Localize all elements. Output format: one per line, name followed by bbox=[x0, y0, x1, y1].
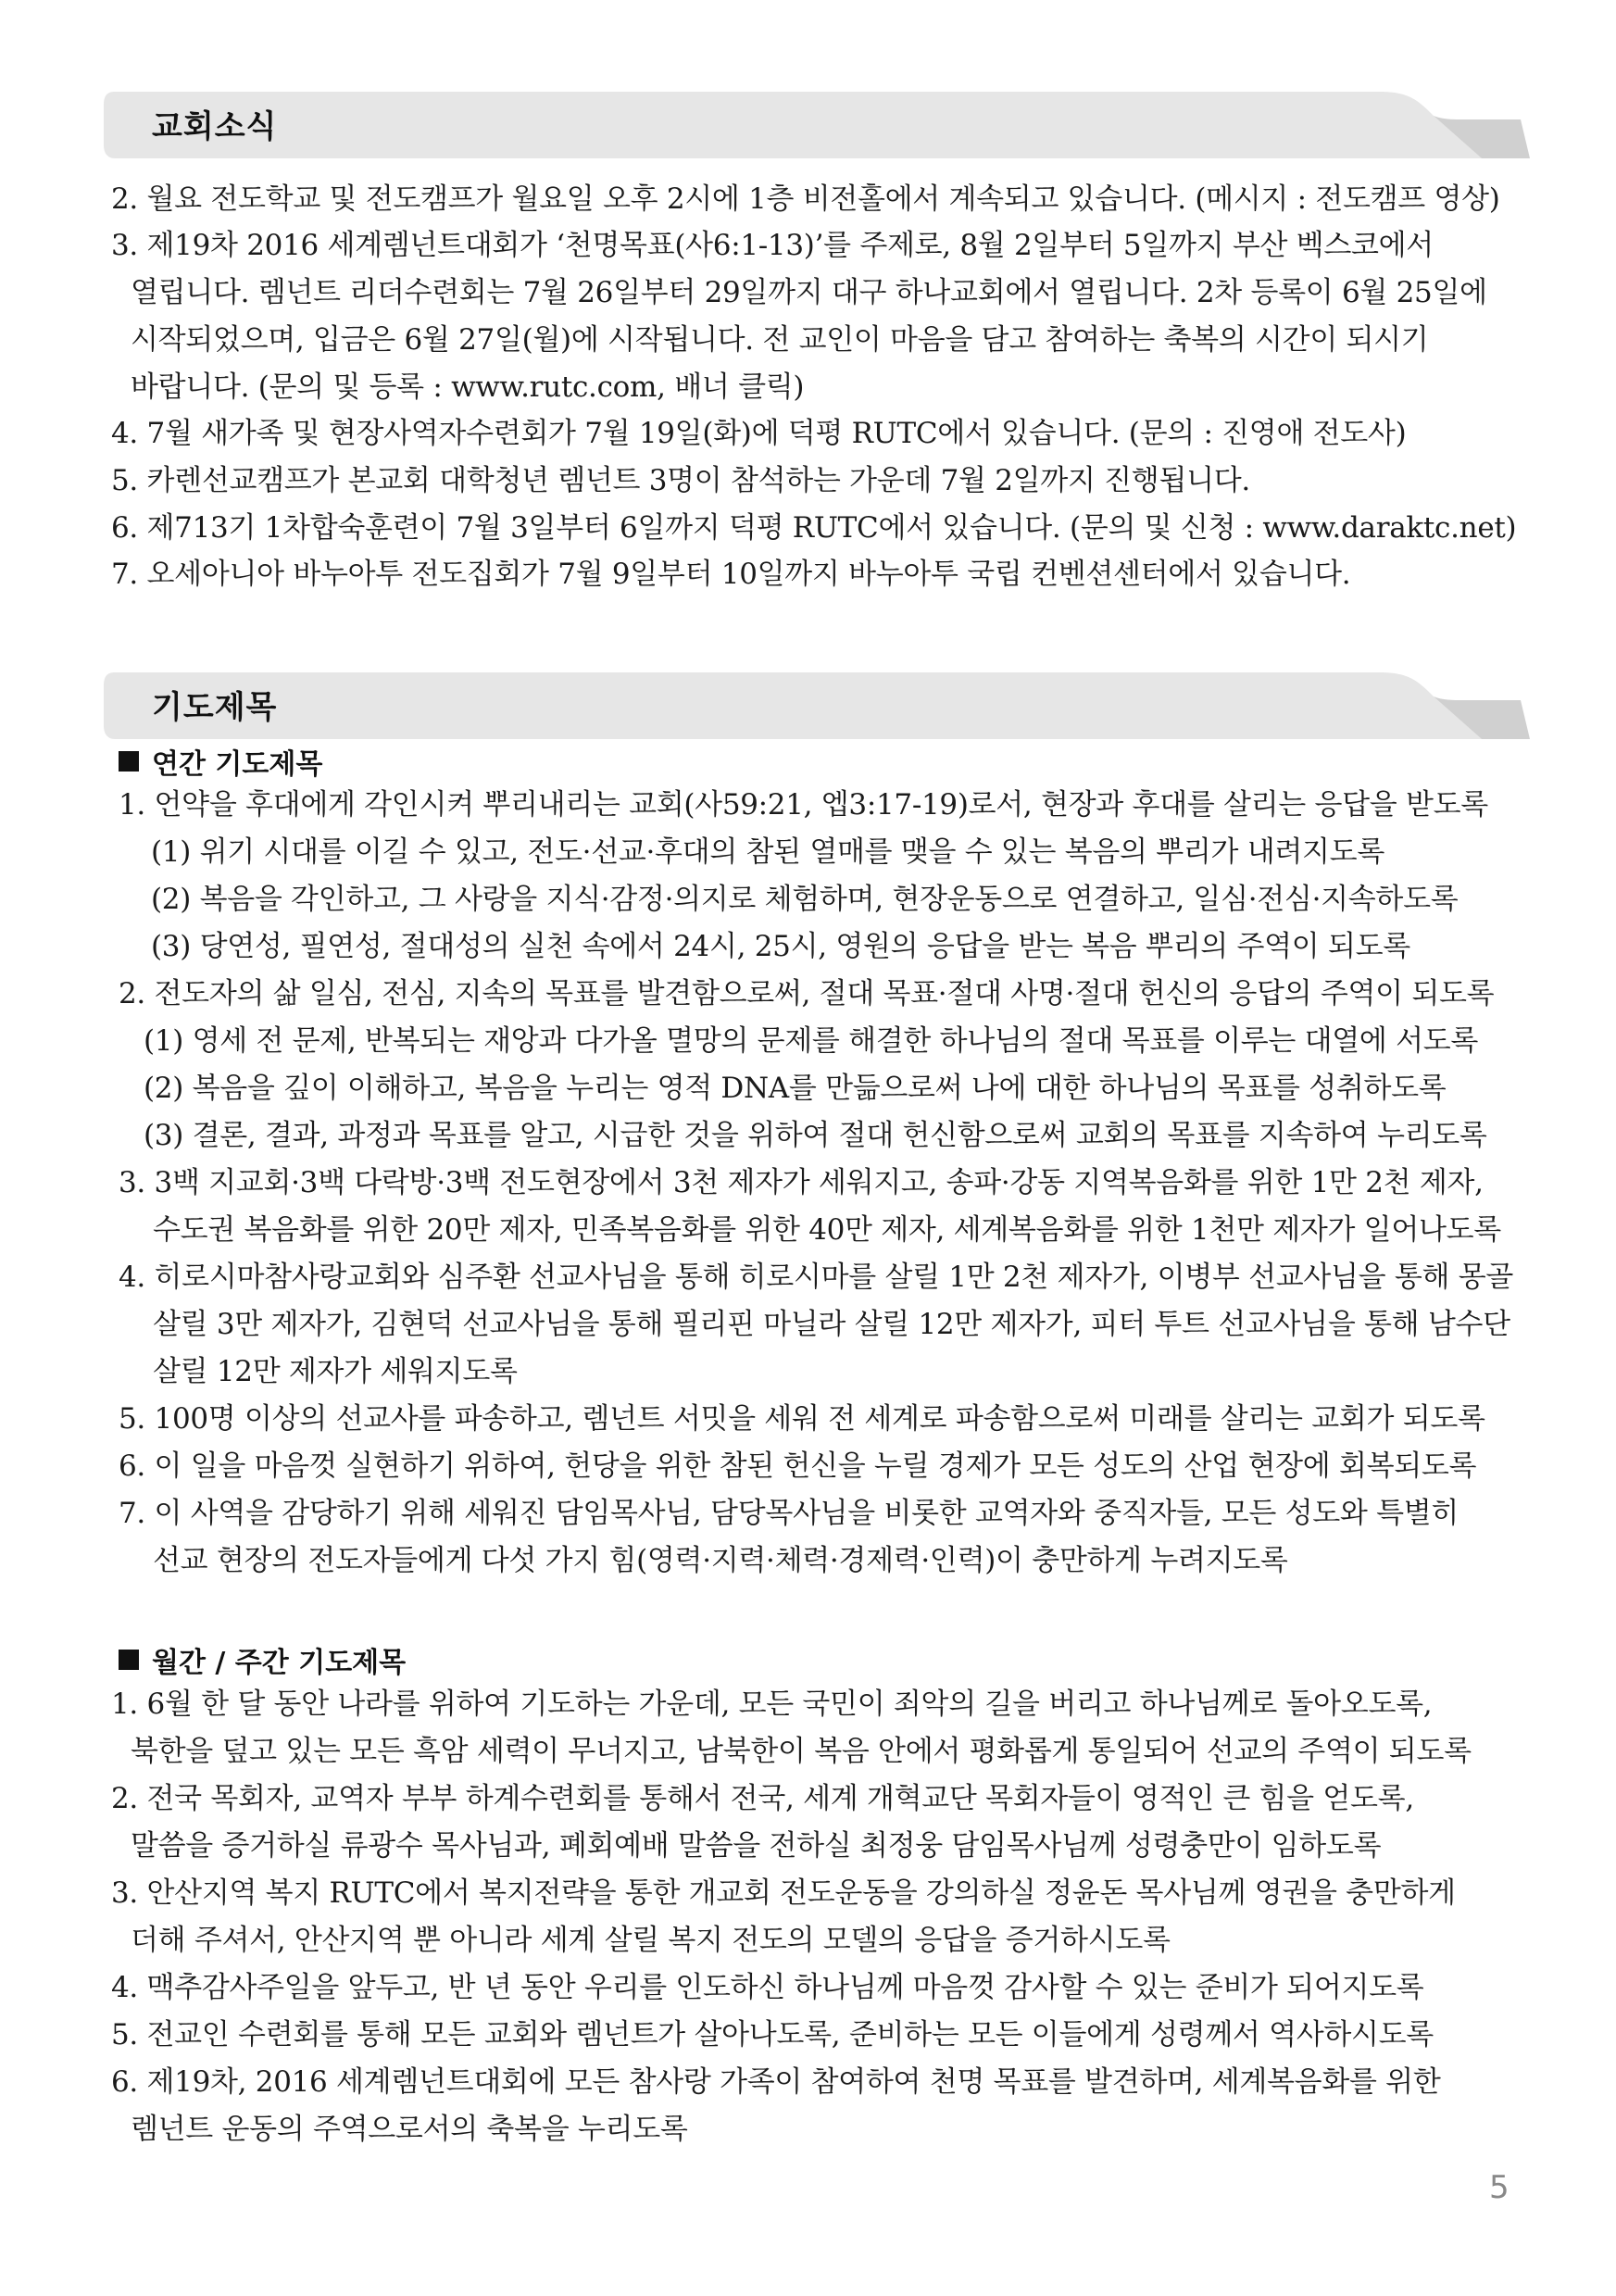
section-title: 기도제목 bbox=[152, 689, 278, 726]
list-item: 6. 제713기 1차합숙훈련이 7월 3일부터 6일까지 덕평 RUTC에서 있습니다. (문의 및 신청 : www.daraktc.net) bbox=[111, 511, 1517, 545]
square-bullet-icon bbox=[119, 751, 139, 772]
list-item: (2) 복음을 각인하고, 그 사랑을 지식·감정·의지로 체험하며, 현장운동으로 연결하고, 일심·전심·지속하도록 bbox=[151, 883, 1459, 916]
list-item: 북한을 덮고 있는 모든 흑암 세력이 무너지고, 남북한이 복음 안에서 평화롭게 통일되어 선교의 주역이 되도록 bbox=[131, 1735, 1472, 1768]
list-item: 2. 월요 전도학교 및 전도캠프가 월요일 오후 2시에 1층 비전홀에서 계속되고 있습니다. (메시지 : 전도캠프 영상) bbox=[111, 182, 1500, 216]
list-item: (1) 영세 전 문제, 반복되는 재앙과 다가올 멸망의 문제를 해결한 하나님의 절대 목표를 이루는 대열에 서도록 bbox=[144, 1024, 1479, 1058]
list-item: (2) 복음을 깊이 이해하고, 복음을 누리는 영적 DNA를 만듦으로써 나에 대한 하나님의 목표를 성취하도록 bbox=[144, 1072, 1447, 1105]
list-item: 살릴 3만 제자가, 김현덕 선교사님을 통해 필리핀 마닐라 살릴 12만 제자가, 피터 투트 선교사님을 통해 남수단 bbox=[153, 1308, 1510, 1341]
list-item: 선교 현장의 전도자들에게 다섯 가지 힘(영력·지력·체력·경제력·인력)이 충만하게 누려지도록 bbox=[153, 1544, 1288, 1577]
list-item: 바랍니다. (문의 및 등록 : www.rutc.com, 배너 클릭) bbox=[131, 370, 805, 404]
list-item: 4. 히로시마참사랑교회와 심주환 선교사님을 통해 히로시마를 살릴 1만 2천 제자가, 이병부 선교사님을 통해 몽골 bbox=[119, 1261, 1514, 1294]
sub-heading-label: 월간 / 주간 기도제목 bbox=[152, 1647, 407, 1679]
list-item: 1. 언약을 후대에게 각인시켜 뿌리내리는 교회(사59:21, 엡3:17-19)로서, 현장과 후대를 살리는 응답을 받도록 bbox=[119, 788, 1488, 822]
list-item: 살릴 12만 제자가 세워지도록 bbox=[153, 1355, 518, 1388]
section-header-prayer-topics bbox=[104, 669, 1530, 739]
section-header-tab-shape bbox=[104, 88, 1530, 158]
list-item: 2. 전국 목회자, 교역자 부부 하계수련회를 통해서 전국, 세계 개혁교단 목회자들이 영적인 큰 힘을 얻도록, bbox=[111, 1782, 1414, 1815]
monthly-prayer-heading bbox=[119, 1639, 406, 1680]
list-item: 4. 7월 새가족 및 현장사역자수련회가 7월 19일(화)에 덕평 RUTC에서 있습니다. (문의 : 진영애 전도사) bbox=[111, 417, 1407, 450]
list-item: 7. 이 사역을 감당하기 위해 세워진 담임목사님, 담당목사님을 비롯한 교역자와 중직자들, 모든 성도와 특별히 bbox=[119, 1497, 1459, 1530]
list-item: 말씀을 증거하실 류광수 목사님과, 폐회예배 말씀을 전하실 최정웅 담임목사님께 성령충만이 임하도록 bbox=[131, 1829, 1382, 1863]
section-header-church-news bbox=[104, 88, 1530, 158]
list-item: 더해 주셔서, 안산지역 뿐 아니라 세계 살릴 복지 전도의 모델의 응답을 증거하시도록 bbox=[131, 1924, 1171, 1957]
list-item: 4. 맥추감사주일을 앞두고, 반 년 동안 우리를 인도하신 하나님께 마음껏 감사할 수 있는 준비가 되어지도록 bbox=[111, 1971, 1424, 2004]
section-header-tab-shape bbox=[104, 669, 1530, 739]
list-item: 2. 전도자의 삶 일심, 전심, 지속의 목표를 발견함으로써, 절대 목표·절대 사명·절대 헌신의 응답의 주역이 되도록 bbox=[119, 977, 1495, 1010]
list-item: 1. 6월 한 달 동안 나라를 위하여 기도하는 가운데, 모든 국민이 죄악의 길을 버리고 하나님께로 돌아오도록, bbox=[111, 1687, 1433, 1721]
list-item: 3. 제19차 2016 세계렘넌트대회가 ‘천명목표(사6:1-13)’를 주제로, 8월 2일부터 5일까지 부산 벡스코에서 bbox=[111, 229, 1434, 262]
list-item: 3. 3백 지교회·3백 다락방·3백 전도현장에서 3천 제자가 세워지고, 송파·강동 지역복음화를 위한 1만 2천 제자, bbox=[119, 1166, 1484, 1199]
list-item: 7. 오세아니아 바누아투 전도집회가 7월 9일부터 10일까지 바누아투 국립 컨벤션센터에서 있습니다. bbox=[111, 558, 1351, 591]
list-item: 5. 전교인 수련회를 통해 모든 교회와 렘넌트가 살아나도록, 준비하는 모든 이들에게 성령께서 역사하시도록 bbox=[111, 2018, 1434, 2051]
list-item: (3) 당연성, 필연성, 절대성의 실천 속에서 24시, 25시, 영원의 응답을 받는 복음 뿌리의 주역이 되도록 bbox=[151, 930, 1410, 963]
list-item: 시작되었으며, 입금은 6월 27일(월)에 시작됩니다. 전 교인이 마음을 담고 참여하는 축복의 시간이 되시기 bbox=[131, 323, 1429, 357]
list-item: 렘넌트 운동의 주역으로서의 축복을 누리도록 bbox=[131, 2113, 688, 2146]
list-item: 6. 이 일을 마음껏 실현하기 위하여, 헌당을 위한 참된 헌신을 누릴 경제가 모든 성도의 산업 현장에 회복되도록 bbox=[119, 1449, 1477, 1483]
list-item: (1) 위기 시대를 이길 수 있고, 전도·선교·후대의 참된 열매를 맺을 수 있는 복음의 뿌리가 내려지도록 bbox=[151, 835, 1384, 869]
list-item: 3. 안산지역 복지 RUTC에서 복지전략을 통한 개교회 전도운동을 강의하실 정윤돈 목사님께 영권을 충만하게 bbox=[111, 1876, 1456, 1910]
sub-heading-label: 연간 기도제목 bbox=[152, 748, 323, 781]
list-item: 5. 100명 이상의 선교사를 파송하고, 렘넌트 서밋을 세워 전 세계로 파송함으로써 미래를 살리는 교회가 되도록 bbox=[119, 1402, 1485, 1436]
list-item: 열립니다. 렘넌트 리더수련회는 7월 26일부터 29일까지 대구 하나교회에서 열립니다. 2차 등록이 6월 25일에 bbox=[131, 276, 1487, 309]
list-item: (3) 결론, 결과, 과정과 목표를 알고, 시급한 것을 위하여 절대 헌신함으로써 교회의 목표를 지속하여 누리도록 bbox=[144, 1119, 1487, 1152]
list-item: 5. 카렌선교캠프가 본교회 대학청년 렘넌트 3명이 참석하는 가운데 7월 2일까지 진행됩니다. bbox=[111, 464, 1250, 497]
list-item: 6. 제19차, 2016 세계렘넌트대회에 모든 참사랑 가족이 참여하여 천명 목표를 발견하며, 세계복음화를 위한 bbox=[111, 2065, 1441, 2099]
square-bullet-icon bbox=[119, 1650, 139, 1670]
list-item: 수도권 복음화를 위한 20만 제자, 민족복음화를 위한 40만 제자, 세계복음화를 위한 1천만 제자가 일어나도록 bbox=[153, 1213, 1501, 1247]
page-number: 5 bbox=[1489, 2169, 1510, 2206]
section-title: 교회소식 bbox=[152, 108, 278, 145]
annual-prayer-heading bbox=[119, 741, 322, 782]
